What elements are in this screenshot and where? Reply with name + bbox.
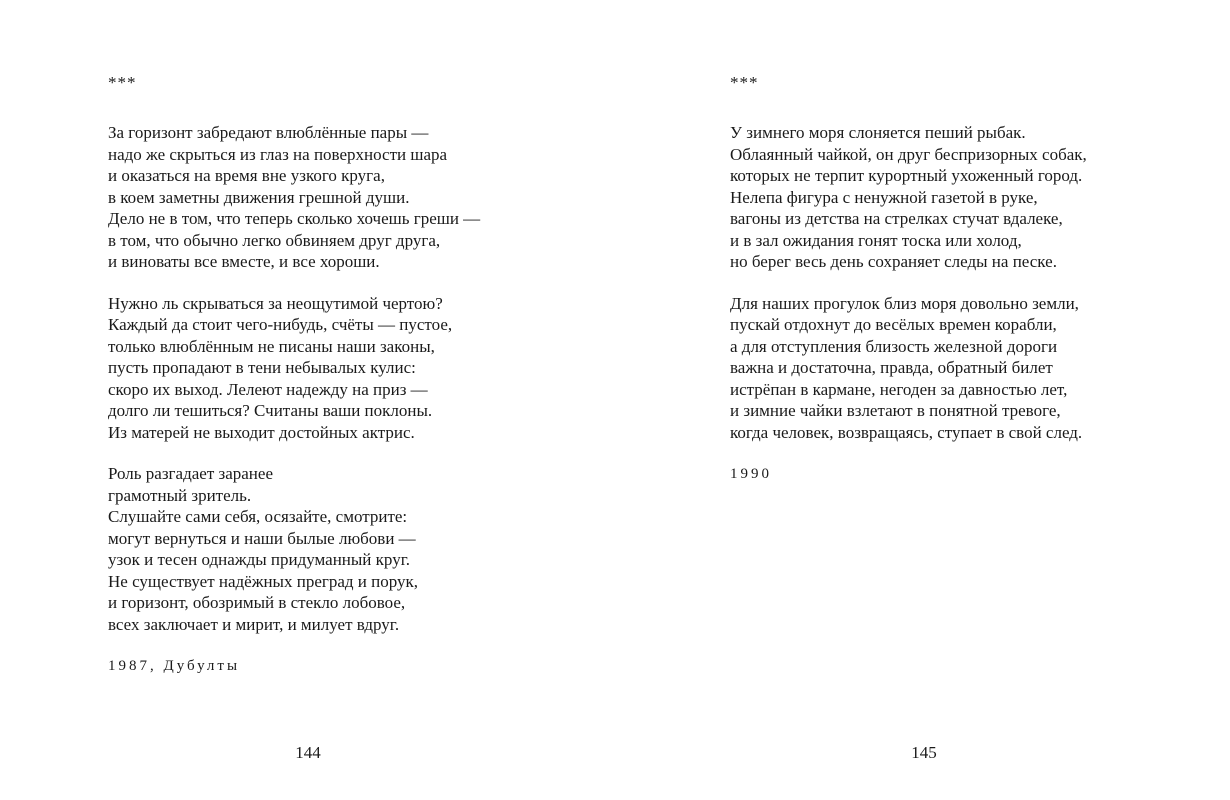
- poem-line: в том, что обычно легко обвиняем друг друга,: [108, 230, 441, 250]
- right-poem: [730, 72, 1200, 485]
- poem-line: только влюблённым не писаны наши законы,: [108, 336, 435, 356]
- poem-line: в коем заметны движения грешной души.: [108, 187, 410, 207]
- poem-line: могут вернуться и наши былые любови —: [108, 528, 416, 548]
- left-poem: [108, 72, 578, 677]
- poem-line: и зимние чайки взлетают в понятной тревоге,: [730, 401, 1061, 420]
- poem-line: вагоны из детства на стрелках стучат вдалеке,: [730, 209, 1063, 228]
- poem-line: пускай отдохнут до весёлых времен корабли,: [730, 315, 1057, 334]
- poem-line: грамотный зритель.: [108, 485, 252, 505]
- left-stanza-1: [108, 122, 578, 273]
- right-page: [615, 0, 1230, 800]
- poem-line: и горизонт, обозримый в стекло лобовое,: [108, 593, 406, 612]
- poem-line: Слушайте сами себя, осязайте, смотрите:: [108, 507, 408, 526]
- poem-line: но берег весь день сохраняет следы на песке.: [730, 252, 1057, 271]
- poem-line: Дело не в том, что теперь сколько хочешь греши —: [108, 209, 481, 228]
- left-dateline: 1987, Дубулты: [108, 658, 241, 674]
- left-stanza-3: [108, 463, 578, 635]
- poem-line: надо же скрыться из глаз на поверхности шара: [108, 144, 448, 164]
- right-asterism: ***: [730, 73, 759, 92]
- right-dateline: 1990: [730, 466, 772, 482]
- poem-line: Нужно ль скрываться за неощутимой чертою?: [108, 293, 443, 313]
- poem-line: Не существует надёжных преград и порук,: [108, 571, 419, 591]
- poem-line: узок и тесен однажды придуманный круг.: [108, 550, 410, 569]
- poem-line: За горизонт забредают влюблённые пары —: [108, 123, 429, 142]
- left-stanza-2: [108, 293, 578, 444]
- poem-line: и виноваты все вместе, и все хороши.: [108, 252, 380, 271]
- poem-line: Роль разгадает заранее: [108, 464, 273, 483]
- right-page-number: 145: [911, 743, 937, 762]
- poem-line: всех заключает и мирит, и милует вдруг.: [108, 614, 400, 634]
- poem-line: когда человек, возвращаясь, ступает в свой след.: [730, 422, 1083, 442]
- poem-line: Из матерей не выходит достойных актрис.: [108, 422, 415, 442]
- poem-line: важна и достаточна, правда, обратный билет: [730, 358, 1053, 377]
- right-stanza-2: [730, 293, 1200, 444]
- poem-line: Каждый да стоит чего-нибудь, счёты — пустое,: [108, 315, 453, 334]
- poem-line: У зимнего моря слоняется пеший рыбак.: [730, 123, 1026, 142]
- poem-line: которых не терпит курортный ухоженный город.: [730, 166, 1083, 185]
- poem-line: Облаянный чайкой, он друг беспризорных собак,: [730, 144, 1087, 164]
- right-stanza-1: [730, 122, 1200, 273]
- poem-line: долго ли тешиться? Считаны ваши поклоны.: [108, 401, 433, 420]
- poem-line: истрёпан в кармане, негоден за давностью лет,: [730, 379, 1068, 399]
- poem-line: а для отступления близость железной дороги: [730, 336, 1058, 356]
- left-asterism: ***: [108, 73, 137, 92]
- poem-line: Для наших прогулок близ моря довольно земли,: [730, 293, 1079, 313]
- poem-line: и в зал ожидания гонят тоска или холод,: [730, 230, 1022, 250]
- poem-line: пусть пропадают в тени небывалых кулис:: [108, 358, 416, 377]
- poem-line: скоро их выход. Лелеют надежду на приз —: [108, 379, 428, 399]
- poem-line: и оказаться на время вне узкого круга,: [108, 166, 385, 185]
- left-page-number: 144: [295, 743, 321, 762]
- poem-line: Нелепа фигура с ненужной газетой в руке,: [730, 187, 1038, 207]
